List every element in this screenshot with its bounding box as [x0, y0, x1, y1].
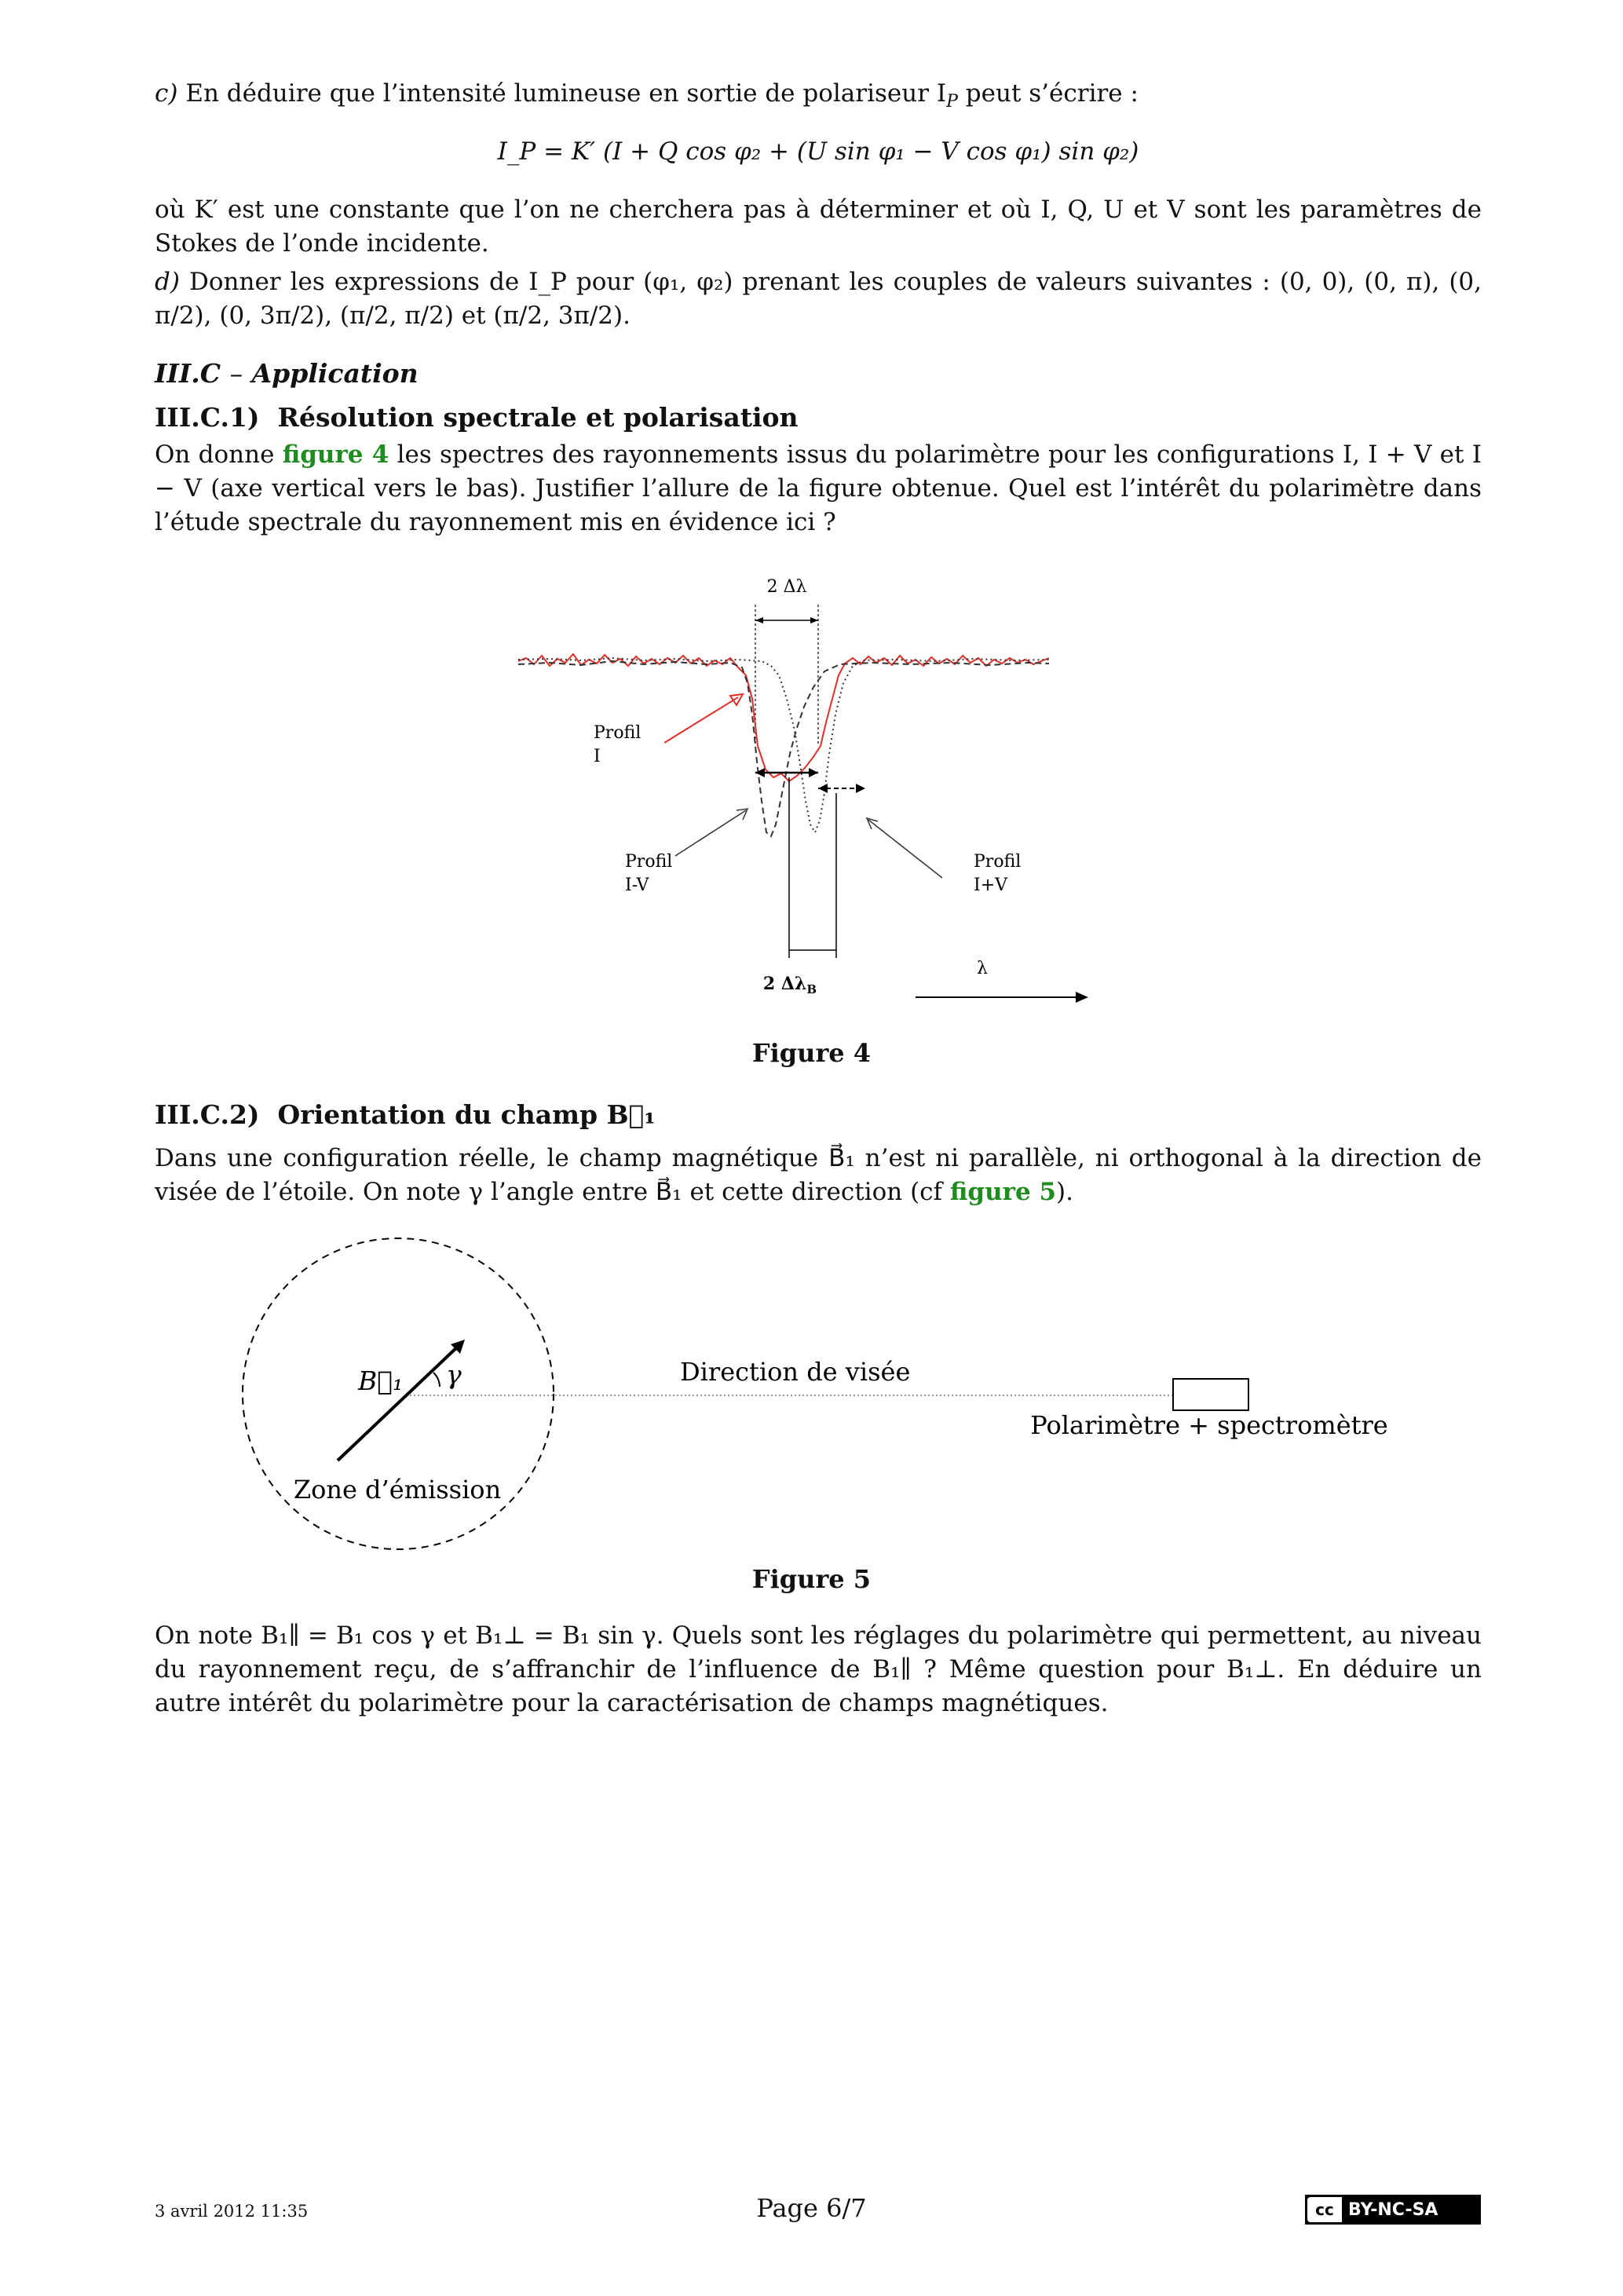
- license-text: BY-NC-SA: [1348, 2199, 1438, 2220]
- inner-arrowhead-3: [818, 784, 828, 793]
- profil-i-pointer-head: [730, 694, 743, 705]
- question-c-text: En déduire que l’intensité lumineuse en sortie de polariseur I: [185, 79, 947, 108]
- heading-iiic2-num: III.C.2): [155, 1099, 260, 1130]
- after-equation-text: où K′ est une constante que l’on ne cherchera pas à déterminer et où I, Q, U et V sont les paramètres de Stokes de l’onde incidente.: [155, 196, 1482, 258]
- heading-iiic-title: Application: [251, 358, 419, 389]
- profil-i-plus-v-pointer: [868, 820, 942, 878]
- inner-arrowhead-1: [755, 768, 765, 777]
- footer-date: 3 avril 2012 11:35: [155, 2202, 309, 2221]
- profil-i-label-1: Profil: [594, 723, 642, 743]
- figure-4-link[interactable]: figure 4: [282, 441, 389, 469]
- zone-label: Zone d’émission: [293, 1475, 502, 1504]
- instrument-box: [1173, 1379, 1248, 1410]
- lambda-label: λ: [977, 959, 988, 978]
- b1-vector: [338, 1344, 460, 1461]
- bracket-top-arrowhead-left: [755, 617, 763, 623]
- gamma-arc: [433, 1373, 440, 1387]
- profile-i-plus-v-curve: [518, 658, 1049, 832]
- heading-iiic1-title: Résolution spectrale et polarisation: [277, 402, 799, 433]
- profil-i-pointer: [664, 697, 738, 743]
- inner-arrowhead-2: [809, 768, 818, 777]
- para-iiic2-post: ).: [1056, 1178, 1073, 1206]
- para-iiic1-pre: On donne: [155, 441, 283, 469]
- label-2-delta-lambda-b: 2 $\Delta\lambda_B$: [762, 974, 817, 996]
- inner-arrowhead-4: [856, 784, 865, 793]
- heading-iiic1-num: III.C.1): [155, 402, 260, 433]
- heading-iiic2-title: Orientation du champ B⃗₁: [277, 1099, 656, 1130]
- question-c-sub: P: [946, 92, 958, 112]
- bracket-top-arrowhead-right: [810, 617, 818, 623]
- figure-5: [228, 1233, 1421, 1563]
- heading-iiic1: [155, 400, 1482, 434]
- para-iiic1: [155, 438, 1482, 539]
- figure-4-caption: Figure 4: [751, 1038, 872, 1068]
- profil-i-v-label-1: Profil: [625, 852, 673, 872]
- question-c-text2: peut s’écrire :: [957, 79, 1139, 108]
- para-iiic1-post: les spectres des rayonnements issus du polarimètre pour les configurations I, I + V et I − V (axe vertical vers le bas). Justifier l’allure de la figure obtenue. Quel est l’intérêt du polarimètre dans l’étude spectrale du rayonnement mis en évidence ici ?: [155, 441, 1482, 536]
- para-final: On note B₁∥ = B₁ cos γ et B₁⊥ = B₁ sin γ. Quels sont les réglages du polarimètre qui permettent, au niveau du rayonnement reçu, de s’affranchir de l’influence de B₁∥ ? Même question pour B₁⊥. En déduire un autre intérêt du polarimètre pour la caractérisation de champs magnétiques.: [155, 1621, 1482, 1717]
- profil-i-plus-v-label-1: Profil: [974, 852, 1022, 872]
- question-d-text: Donner les expressions de I_P pour (φ₁, φ₂) prenant les couples de valeurs suivantes : (0, 0), (0, π), (0, π/2), (0, 3π/2), (π/2, π/2) et (π/2, 3π/2).: [155, 268, 1482, 330]
- question-c-label: c): [155, 79, 178, 108]
- lambda-axis-head: [1076, 992, 1088, 1003]
- question-d: [155, 265, 1482, 333]
- para-iiic2: [155, 1142, 1482, 1209]
- para-iiic2-pre: Dans une configuration réelle, le champ magnétique B⃗₁ n’est ni parallèle, ni orthogonal à la direction de visée de l’étoile. On note γ l’angle entre B⃗₁ et cette direction (cf: [155, 1144, 1482, 1206]
- heading-iiic-dash: –: [229, 358, 243, 389]
- heading-iiic: [155, 356, 1482, 390]
- figure-5-caption: Figure 5: [751, 1564, 872, 1594]
- instrument-label: Polarimètre + spectromètre: [1030, 1410, 1388, 1440]
- profil-i-v-label-2: I-V: [625, 876, 649, 895]
- heading-iiic2: [155, 1098, 1482, 1132]
- profil-i-plus-v-label-2: I+V: [974, 876, 1008, 895]
- figure-4: [503, 565, 1115, 1013]
- question-d-label: d): [155, 268, 180, 296]
- question-c: [155, 77, 1482, 119]
- direction-label: Direction de visée: [680, 1357, 911, 1387]
- label-2-delta-lambda: 2 Δλ: [766, 577, 807, 597]
- heading-iiic-num: III.C: [155, 358, 221, 389]
- equation: I_P = K′ (I + Q cos φ₂ + (U sin φ₁ − V cos φ₁) sin φ₂): [497, 137, 1139, 166]
- license-badge[interactable]: [1305, 2195, 1481, 2225]
- footer-page: Page 6/7: [756, 2193, 867, 2223]
- cc-icon: cc: [1307, 2197, 1342, 2222]
- profil-i-v-pointer: [675, 810, 746, 856]
- b1-label: B⃗₁: [358, 1366, 404, 1396]
- gamma-label: γ: [446, 1359, 462, 1390]
- figure-5-link[interactable]: figure 5: [949, 1178, 1057, 1206]
- profil-i-label-2: I: [594, 747, 601, 766]
